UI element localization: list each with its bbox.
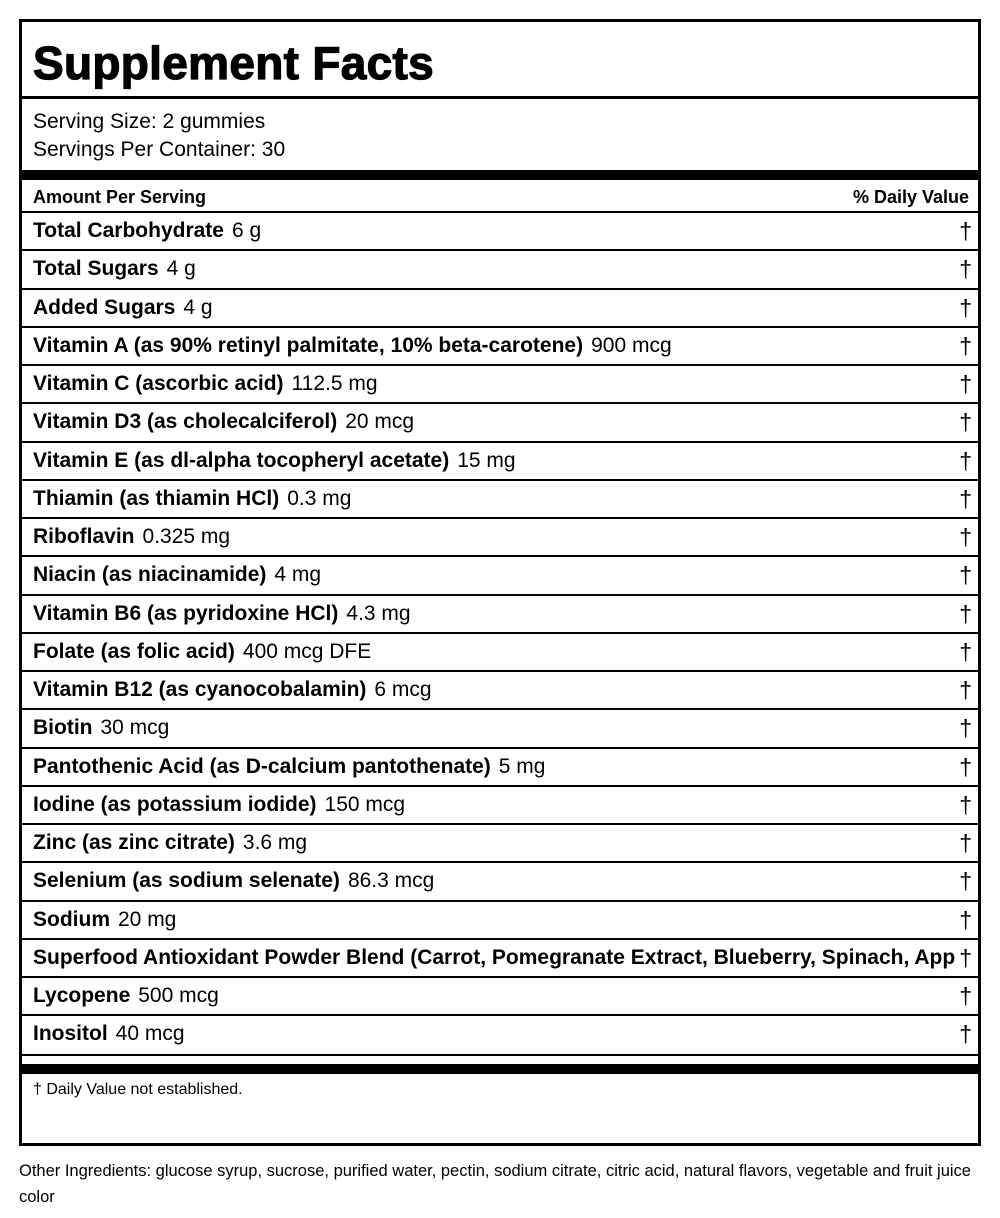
nutrient-row	[22, 976, 978, 1014]
nutrient-name: Selenium (as sodium selenate)	[33, 869, 340, 893]
panel-title: Supplement Facts	[33, 37, 434, 89]
list-bottom-rule	[22, 1054, 978, 1056]
daily-value-dagger: †	[959, 715, 972, 742]
daily-value-dagger: †	[959, 524, 972, 550]
nutrient-amount: 4 g	[166, 257, 196, 281]
nutrient-name: Lycopene	[33, 984, 131, 1007]
nutrient-name: Riboflavin	[33, 525, 135, 548]
nutrient-amount: 20 mcg	[345, 410, 415, 434]
nutrient-row	[22, 211, 978, 249]
nutrient-row	[22, 823, 978, 861]
daily-value-dagger: †	[959, 218, 972, 244]
daily-value-dagger: †	[959, 944, 972, 971]
daily-value-dagger: †	[959, 830, 972, 856]
nutrient-amount: 150 mcg	[324, 792, 406, 816]
nutrient-name: Niacin (as niacinamide)	[33, 563, 267, 587]
serving-size: Serving Size: 2 gummies	[33, 110, 266, 133]
daily-value-dagger: †	[959, 332, 972, 359]
nutrient-name: Vitamin E (as dl-alpha tocopheryl acetate)	[33, 448, 450, 472]
nutrient-amount: 40 mcg	[115, 1022, 185, 1046]
nutrient-amount: 900 mcg	[591, 333, 672, 357]
nutrient-amount: 112.5 mg	[291, 372, 378, 395]
nutrient-name: Total Carbohydrate	[33, 219, 224, 242]
nutrient-label	[33, 905, 978, 935]
nutrient-row	[22, 288, 978, 326]
nutrient-name: Superfood Antioxidant Powder Blend (Carrot, Pomegranate Extract, Blueberry, Spinach, App	[33, 945, 956, 969]
nutrient-label	[33, 981, 978, 1011]
nutrient-label	[33, 828, 978, 858]
daily-value-dagger: †	[959, 638, 972, 665]
nutrient-label	[33, 1019, 978, 1049]
supplement-facts-panel	[19, 19, 981, 1146]
footnote: † Daily Value not established.	[33, 1081, 243, 1098]
nutrient-amount: 4 mg	[274, 563, 322, 587]
thick-divider-top	[22, 170, 978, 180]
daily-value-dagger: †	[959, 371, 972, 397]
nutrient-amount: 15 mg	[457, 448, 516, 472]
nutrient-row	[22, 785, 978, 823]
thick-divider-bottom	[22, 1064, 978, 1074]
nutrient-row	[22, 441, 978, 479]
nutrient-row	[22, 326, 978, 364]
nutrient-row	[22, 479, 978, 517]
title-divider	[22, 96, 978, 99]
nutrient-name: Inositol	[33, 1022, 108, 1046]
nutrient-amount: 6 g	[231, 219, 262, 242]
nutrient-row	[22, 364, 978, 402]
nutrient-amount: 5 mg	[498, 754, 546, 778]
amount-per-serving-header: Amount Per Serving	[33, 187, 207, 207]
nutrient-name: Sodium	[33, 907, 110, 931]
nutrient-row	[22, 632, 978, 670]
nutrient-name: Iodine (as potassium iodide)	[33, 792, 317, 816]
nutrient-label	[33, 675, 978, 705]
nutrient-label	[33, 407, 978, 437]
daily-value-dagger: †	[959, 677, 972, 703]
nutrient-label	[33, 599, 978, 629]
nutrient-amount: 4.3 mg	[346, 601, 411, 625]
daily-value-dagger: †	[959, 485, 972, 512]
nutrient-amount: 4 g	[183, 295, 213, 319]
nutrient-amount: 0.3 mg	[287, 486, 352, 510]
daily-value-dagger: †	[959, 294, 972, 321]
daily-value-dagger: †	[959, 600, 972, 627]
nutrient-label	[33, 943, 978, 973]
nutrient-row	[22, 594, 978, 632]
daily-value-dagger: †	[959, 256, 972, 283]
daily-value-dagger: †	[959, 868, 972, 895]
nutrient-label	[33, 254, 978, 284]
other-ingredients: Other Ingredients: glucose syrup, sucrose, purified water, pectin, sodium citrate, citric acid, natural flavors, vegetable and fruit juice color	[19, 1162, 971, 1206]
daily-value-header: % Daily Value	[852, 187, 969, 207]
nutrient-name: Vitamin C (ascorbic acid)	[33, 372, 284, 395]
nutrient-label	[33, 637, 978, 667]
nutrient-row	[22, 861, 978, 899]
nutrient-amount: 20 mg	[118, 907, 177, 931]
nutrient-row	[22, 747, 978, 785]
nutrient-label	[33, 484, 978, 514]
nutrient-amount: 3.6 mg	[242, 831, 308, 854]
daily-value-dagger: †	[959, 562, 972, 589]
daily-value-dagger: †	[959, 447, 972, 474]
nutrient-label	[33, 560, 978, 590]
daily-value-dagger: †	[959, 983, 972, 1009]
daily-value-dagger: †	[959, 409, 972, 436]
nutrient-amount: 6 mcg	[374, 678, 432, 701]
nutrient-name: Vitamin A (as 90% retinyl palmitate, 10% beta-carotene)	[33, 333, 584, 357]
nutrient-name: Pantothenic Acid (as D-calcium pantothenate)	[33, 754, 491, 778]
nutrient-amount: 30 mcg	[100, 716, 170, 740]
nutrient-name: Zinc (as zinc citrate)	[33, 831, 235, 854]
nutrient-amount: 500 mcg	[138, 984, 219, 1007]
nutrient-label	[33, 713, 978, 743]
nutrient-row	[22, 938, 978, 976]
nutrient-name: Folate (as folic acid)	[33, 639, 235, 663]
nutrient-row	[22, 402, 978, 440]
nutrient-name: Biotin	[33, 716, 93, 740]
daily-value-dagger: †	[959, 753, 972, 780]
nutrient-row	[22, 670, 978, 708]
nutrient-name: Total Sugars	[33, 257, 159, 281]
nutrient-label	[33, 790, 978, 820]
nutrient-row	[22, 249, 978, 287]
nutrient-label	[33, 369, 978, 399]
nutrient-row	[22, 708, 978, 746]
nutrient-amount: 86.3 mcg	[347, 869, 435, 893]
nutrient-name: Vitamin D3 (as cholecalciferol)	[33, 410, 338, 434]
nutrient-row	[22, 1014, 978, 1052]
daily-value-dagger: †	[959, 906, 972, 933]
nutrient-label	[33, 293, 978, 323]
nutrient-name: Added Sugars	[33, 295, 176, 319]
nutrient-name: Vitamin B12 (as cyanocobalamin)	[33, 678, 367, 701]
nutrient-label	[33, 752, 978, 782]
nutrient-label	[33, 216, 978, 246]
nutrient-name: Thiamin (as thiamin HCl)	[33, 486, 280, 510]
servings-per-container: Servings Per Container: 30	[33, 138, 286, 161]
nutrient-name: Vitamin B6 (as pyridoxine HCl)	[33, 601, 339, 625]
nutrient-amount: 0.325 mg	[142, 525, 231, 548]
nutrient-label	[33, 522, 978, 552]
nutrient-list	[22, 211, 978, 1053]
nutrient-row	[22, 517, 978, 555]
nutrient-row	[22, 900, 978, 938]
nutrient-label	[33, 446, 978, 476]
daily-value-dagger: †	[959, 791, 972, 818]
nutrient-label	[33, 866, 978, 896]
nutrient-label	[33, 331, 978, 361]
nutrient-row	[22, 555, 978, 593]
nutrient-amount: 400 mcg DFE	[242, 639, 372, 663]
daily-value-dagger: †	[959, 1021, 972, 1048]
